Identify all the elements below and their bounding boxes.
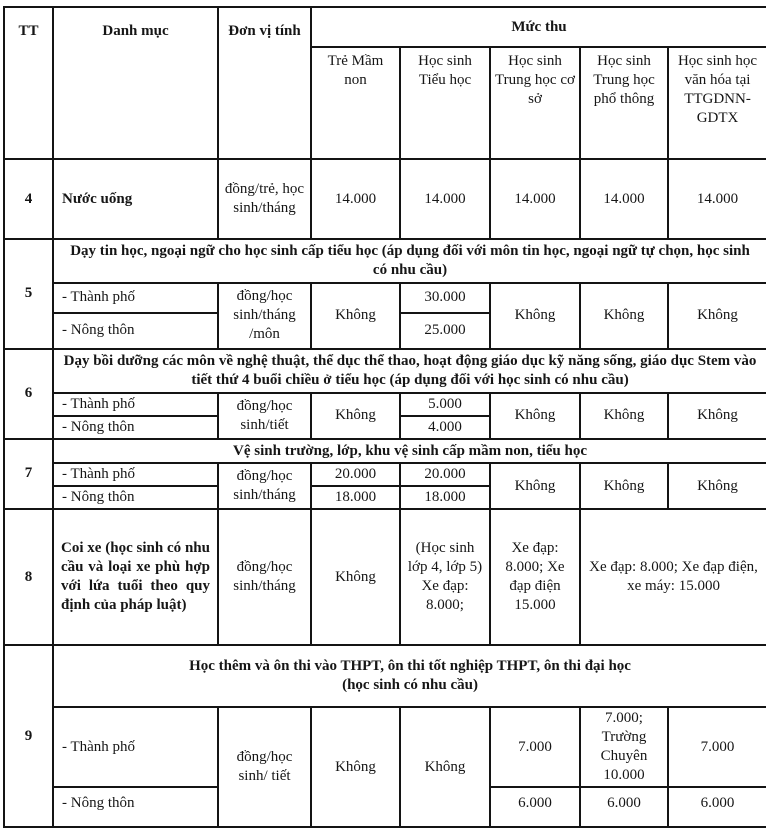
row5-thcs: Không (490, 283, 580, 349)
row9-city-label: - Thành phố (53, 707, 218, 787)
row8-category: Coi xe (học sinh có nhu cầu và loại xe phù hợp với lứa tuổi theo quy định của pháp luật) (53, 509, 218, 645)
row7-unit: đồng/học sinh/tháng (218, 463, 311, 509)
header-col-thpt: Học sinh Trung học phổ thông (580, 47, 668, 159)
fee-table (3, 6, 766, 828)
row-7-city (4, 463, 766, 486)
row9-gdtx-rural: 6.000 (668, 787, 766, 827)
row9-thpt-rural: 6.000 (580, 787, 668, 827)
row9-thcs-rural: 6.000 (490, 787, 580, 827)
header-category: Danh mục (53, 7, 218, 159)
row8-thpt-gdtx: Xe đạp: 8.000; Xe đạp điện, xe máy: 15.000 (580, 509, 766, 645)
row7-gdtx: Không (668, 463, 766, 509)
row7-mam-non-city: 20.000 (311, 463, 400, 486)
fee-table-document (0, 6, 766, 828)
row4-tt: 4 (4, 159, 53, 239)
row9-section-title (53, 645, 766, 707)
header-tt: TT (4, 7, 53, 159)
row9-rural-label: - Nông thôn (53, 787, 218, 827)
row-4 (4, 159, 766, 239)
row7-rural-label: - Nông thôn (53, 486, 218, 509)
row8-tieu-hoc: (Học sinh lớp 4, lớp 5) Xe đạp: 8.000; (400, 509, 490, 645)
row6-thpt: Không (580, 393, 668, 439)
row9-thcs-city: 7.000 (490, 707, 580, 787)
row6-tieu-hoc-city: 5.000 (400, 393, 490, 416)
row7-thpt: Không (580, 463, 668, 509)
row8-unit: đồng/học sinh/tháng (218, 509, 311, 645)
row5-tt: 5 (4, 239, 53, 349)
row5-tieu-hoc-city: 30.000 (400, 283, 490, 313)
row6-city-label: - Thành phố (53, 393, 218, 416)
row6-unit: đồng/học sinh/tiết (218, 393, 311, 439)
row6-gdtx: Không (668, 393, 766, 439)
row4-value-mam-non: 14.000 (311, 159, 400, 239)
header-col-thcs: Học sinh Trung học cơ sở (490, 47, 580, 159)
row4-value-thcs: 14.000 (490, 159, 580, 239)
header-fee: Mức thu (311, 7, 766, 47)
row-7-section (4, 439, 766, 464)
row6-mam-non: Không (311, 393, 400, 439)
row-8 (4, 509, 766, 645)
row9-section-line1: Học thêm và ôn thi vào THPT, ôn thi tốt nghiệp THPT, ôn thi đại học (189, 658, 631, 675)
row9-gdtx-city: 7.000 (668, 707, 766, 787)
row-6-section (4, 349, 766, 393)
row4-unit: đồng/trẻ, học sinh/tháng (218, 159, 311, 239)
header-row-top (4, 7, 766, 47)
row-9-city (4, 707, 766, 787)
header-col-tieu-hoc: Học sinh Tiểu học (400, 47, 490, 159)
header-col-mam-non: Trẻ Mầm non (311, 47, 400, 159)
row-5-city (4, 283, 766, 313)
row9-unit: đồng/học sinh/ tiết (218, 707, 311, 827)
row7-thcs: Không (490, 463, 580, 509)
row5-gdtx: Không (668, 283, 766, 349)
row8-mam-non: Không (311, 509, 400, 645)
row8-tt: 8 (4, 509, 53, 645)
row5-thpt: Không (580, 283, 668, 349)
row9-tieu-hoc: Không (400, 707, 490, 827)
row7-mam-non-rural: 18.000 (311, 486, 400, 509)
row5-mam-non: Không (311, 283, 400, 349)
row4-value-tieu-hoc: 14.000 (400, 159, 490, 239)
row6-rural-label: - Nông thôn (53, 416, 218, 439)
row5-city-label: - Thành phố (53, 283, 218, 313)
row5-unit: đồng/học sinh/tháng /môn (218, 283, 311, 349)
row-9-section (4, 645, 766, 707)
row4-value-thpt: 14.000 (580, 159, 668, 239)
row4-category: Nước uống (53, 159, 218, 239)
row6-thcs: Không (490, 393, 580, 439)
row9-thpt-city: 7.000; Trường Chuyên 10.000 (580, 707, 668, 787)
row7-section-title: Vệ sinh trường, lớp, khu vệ sinh cấp mầm non, tiểu học (53, 439, 766, 464)
row7-tieu-hoc-rural: 18.000 (400, 486, 490, 509)
row5-rural-label: - Nông thôn (53, 313, 218, 349)
row9-tt: 9 (4, 645, 53, 827)
row6-tt: 6 (4, 349, 53, 439)
row5-section-title: Dạy tin học, ngoại ngữ cho học sinh cấp tiểu học (áp dụng đối với môn tin học, ngoại ngữ tự chọn, học sinh có nhu cầu) (53, 239, 766, 283)
header-col-gdtx: Học sinh học văn hóa tại TTGDNN-GDTX (668, 47, 766, 159)
header-unit: Đơn vị tính (218, 7, 311, 159)
row8-thcs: Xe đạp: 8.000; Xe đạp điện 15.000 (490, 509, 580, 645)
row6-tieu-hoc-rural: 4.000 (400, 416, 490, 439)
row-6-city (4, 393, 766, 416)
row6-section-title: Dạy bồi dưỡng các môn về nghệ thuật, thể dục thể thao, hoạt động giáo dục kỹ năng sống, giáo dục Stem vào tiết thứ 4 buổi chiều ở tiểu học (áp dụng đối với học sinh có nhu cầu) (53, 349, 766, 393)
row7-tt: 7 (4, 439, 53, 510)
row5-tieu-hoc-rural: 25.000 (400, 313, 490, 349)
row-5-section (4, 239, 766, 283)
row4-value-gdtx: 14.000 (668, 159, 766, 239)
row7-city-label: - Thành phố (53, 463, 218, 486)
row9-mam-non: Không (311, 707, 400, 827)
row9-section-line2: (học sinh có nhu cầu) (342, 677, 478, 694)
row7-tieu-hoc-city: 20.000 (400, 463, 490, 486)
